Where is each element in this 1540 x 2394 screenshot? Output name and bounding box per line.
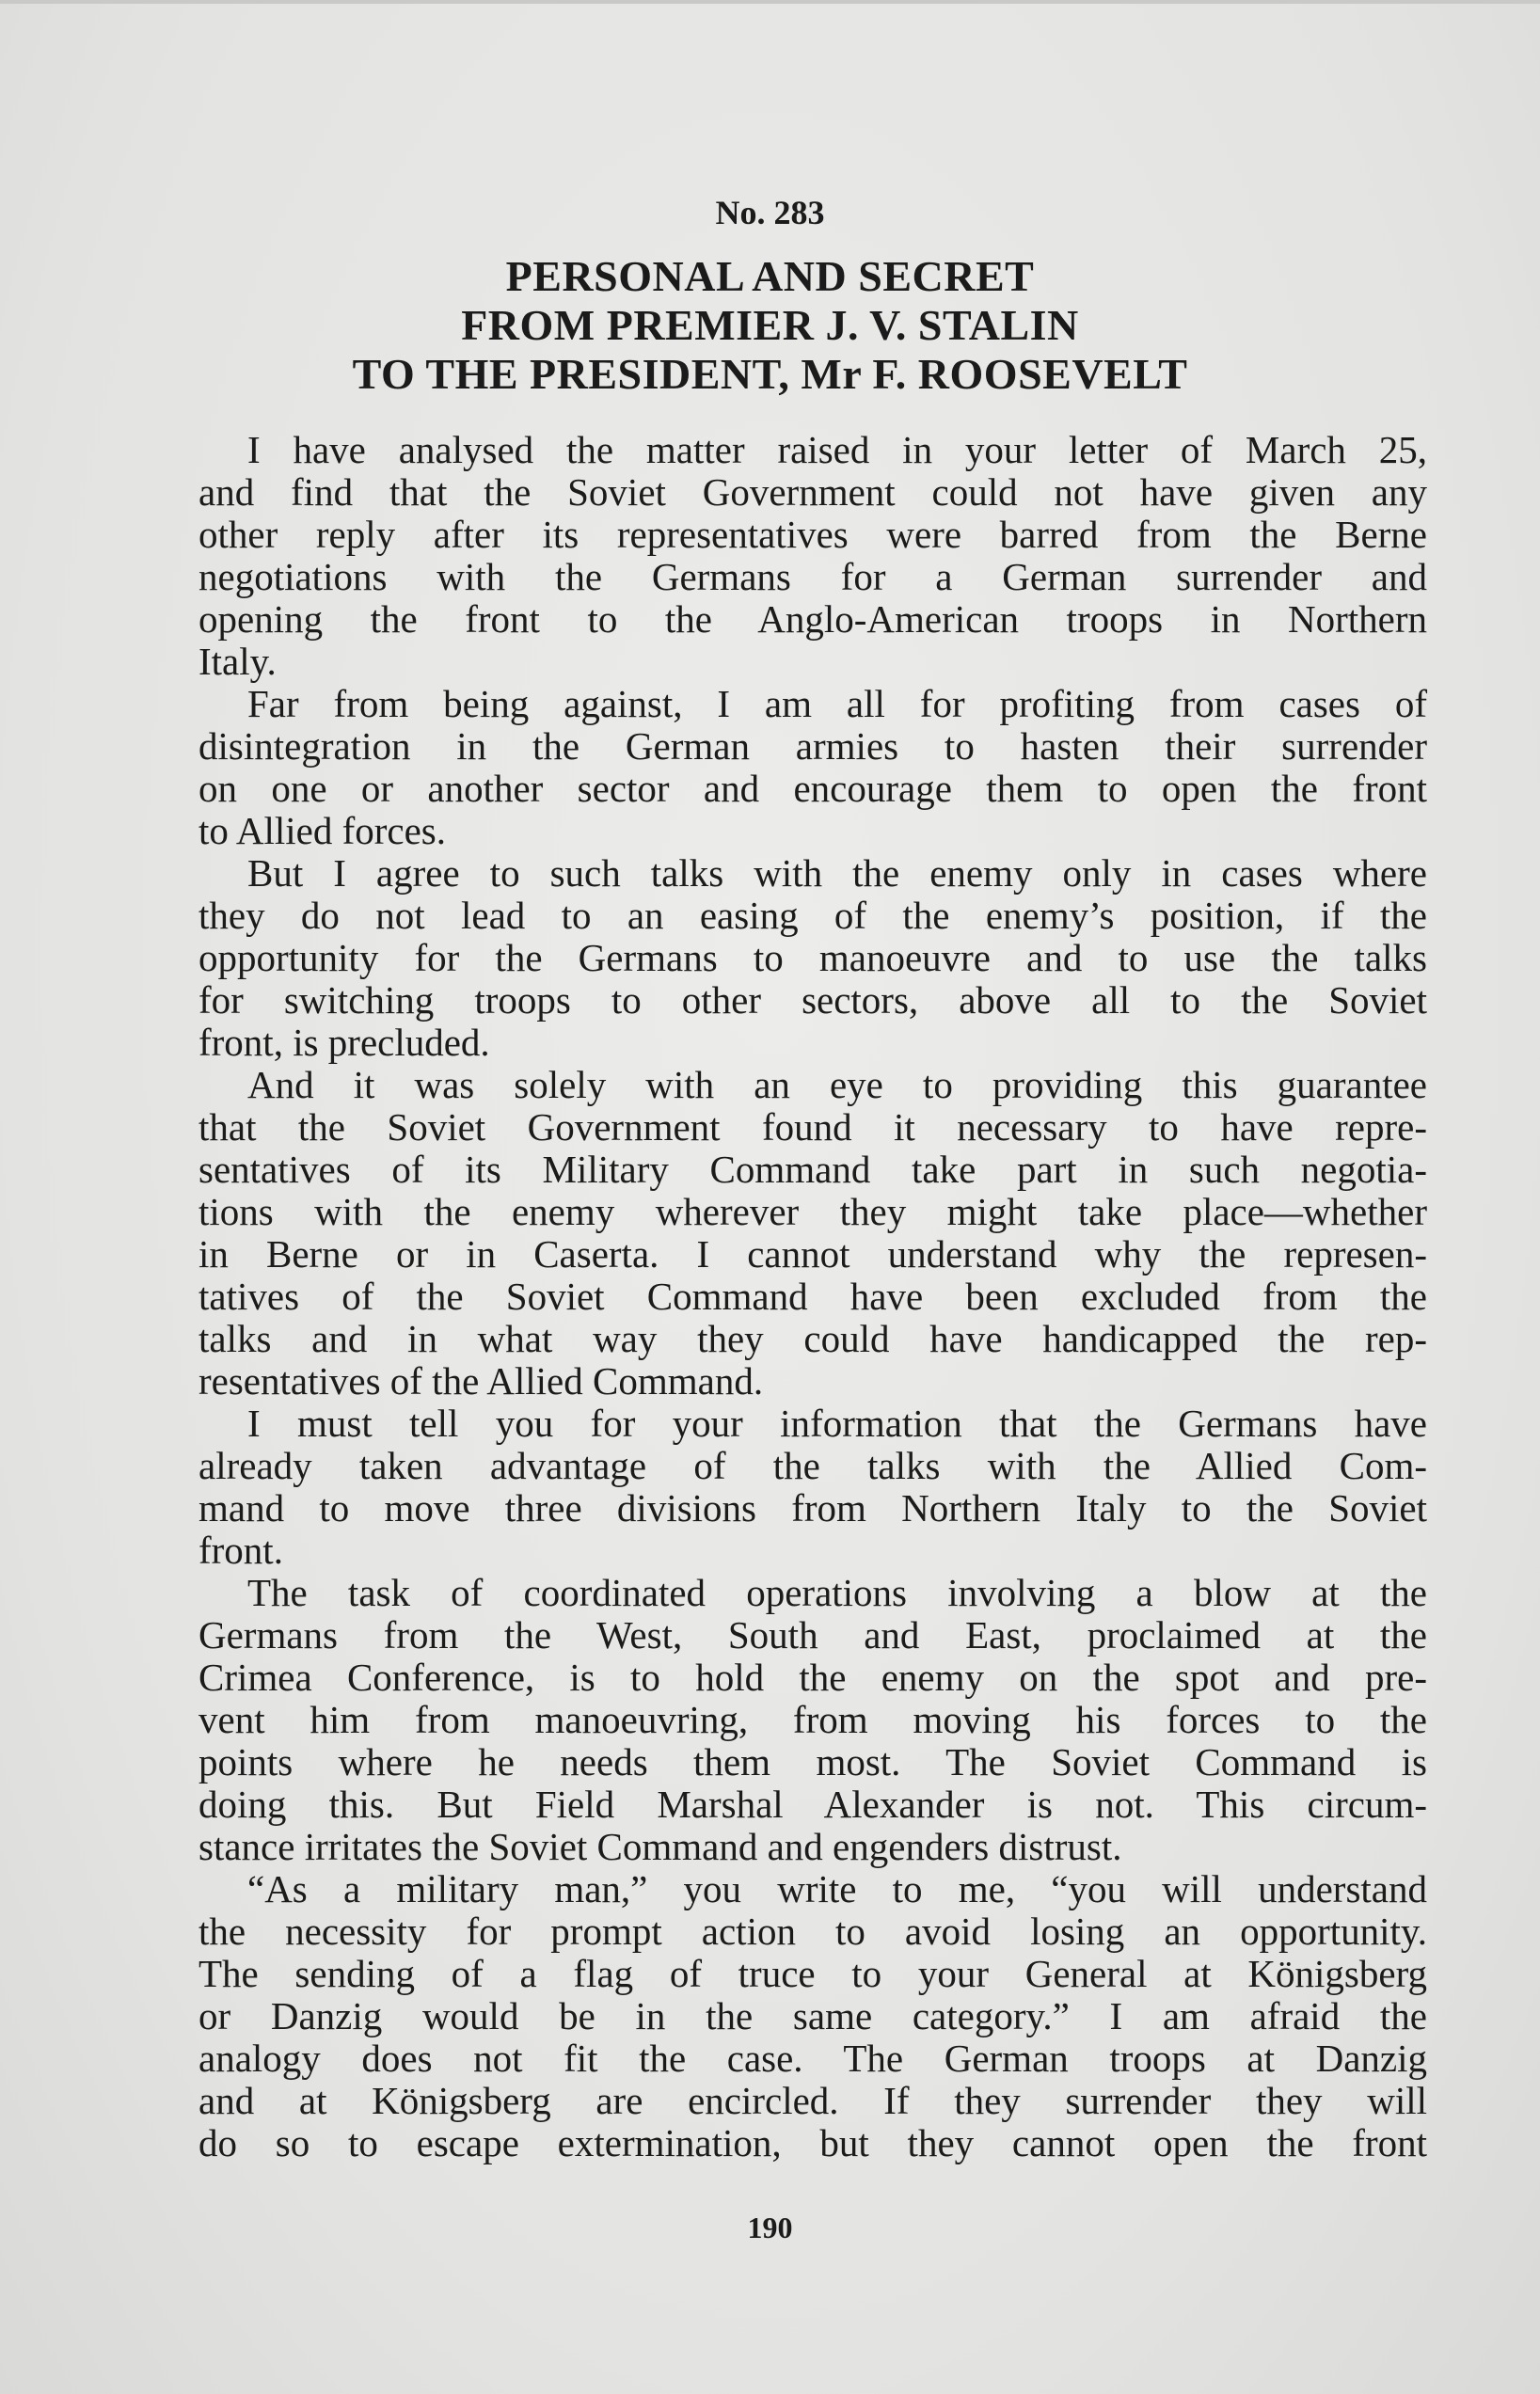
text-line: tatives of the Soviet Command have been excluded from the bbox=[198, 1275, 1427, 1318]
text-line: stance irritates the Soviet Command and engenders distrust. bbox=[198, 1825, 1122, 1868]
text-line: do so to escape extermination, but they cannot open the front bbox=[198, 2121, 1427, 2164]
paragraph bbox=[198, 683, 1427, 852]
text-line: sentatives of its Military Command take part in such negotia- bbox=[198, 1148, 1427, 1191]
paragraph bbox=[198, 1064, 1427, 1403]
title-line: PERSONAL AND SECRET bbox=[505, 252, 1035, 300]
text-line: front. bbox=[198, 1529, 283, 1572]
text-line: analogy does not fit the case. The German troops at Danzig bbox=[198, 2037, 1427, 2080]
title-line: FROM PREMIER J. V. STALIN bbox=[461, 301, 1079, 349]
text-line: But I agree to such talks with the enemy only in cases where bbox=[247, 851, 1427, 895]
paragraph bbox=[198, 429, 1427, 683]
title-line: TO THE PRESIDENT, Mr F. ROOSEVELT bbox=[352, 350, 1188, 398]
text-line: vent him from manoeuvring, from moving his forces to the bbox=[198, 1698, 1427, 1741]
text-line: and at Königsberg are encircled. If they surrender they will bbox=[198, 2079, 1427, 2122]
text-line: talks and in what way they could have handicapped the rep- bbox=[198, 1317, 1427, 1360]
text-line: that the Soviet Government found it necessary to have repre- bbox=[198, 1105, 1427, 1149]
text-line: or Danzig would be in the same category.” I am afraid the bbox=[198, 1994, 1427, 2037]
text-line: negotiations with the Germans for a German surrender and bbox=[198, 555, 1427, 598]
text-line: I have analysed the matter raised in your letter of March 25, bbox=[247, 428, 1427, 471]
text-line: front, is precluded. bbox=[198, 1021, 490, 1064]
text-line: And it was solely with an eye to providing this guarantee bbox=[247, 1063, 1427, 1106]
text-line: doing this. But Field Marshal Alexander is not. This circum- bbox=[198, 1783, 1427, 1826]
text-line: The task of coordinated operations involving a blow at the bbox=[247, 1571, 1427, 1614]
letter-body bbox=[198, 429, 1427, 2164]
text-line: “As a military man,” you write to me, “you will understand bbox=[247, 1867, 1427, 1910]
paragraph bbox=[198, 1572, 1427, 1868]
text-line: and find that the Soviet Government could not have given any bbox=[198, 470, 1427, 514]
text-line: for switching troops to other sectors, above all to the Soviet bbox=[198, 978, 1427, 1022]
text-line: opportunity for the Germans to manoeuvre and to use the talks bbox=[198, 936, 1427, 979]
page-number: 190 bbox=[747, 2211, 793, 2244]
text-line: tions with the enemy wherever they might take place—whether bbox=[198, 1190, 1427, 1233]
text-line: opening the front to the Anglo-American troops in Northern bbox=[198, 597, 1427, 641]
text-line: other reply after its representatives were barred from the Berne bbox=[198, 513, 1427, 556]
text-line: I must tell you for your information that the Germans have bbox=[247, 1402, 1427, 1445]
paragraph bbox=[198, 852, 1427, 1064]
text-line: points where he needs them most. The Soviet Command is bbox=[198, 1740, 1427, 1784]
text-line: resentatives of the Allied Command. bbox=[198, 1359, 764, 1403]
text-line: in Berne or in Caserta. I cannot understand why the represen- bbox=[198, 1232, 1427, 1276]
text-line: already taken advantage of the talks with the Allied Com- bbox=[198, 1444, 1427, 1487]
text-line: on one or another sector and encourage them to open the front bbox=[198, 767, 1427, 810]
text-line: Far from being against, I am all for profiting from cases of bbox=[247, 682, 1427, 725]
text-line: the necessity for prompt action to avoid losing an opportunity. bbox=[198, 1910, 1427, 1953]
page-edge bbox=[0, 0, 1540, 4]
text-line: Crimea Conference, is to hold the enemy on the spot and pre- bbox=[198, 1656, 1427, 1699]
paragraph bbox=[198, 1868, 1427, 2164]
document-title bbox=[0, 252, 1540, 399]
text-line: Germans from the West, South and East, proclaimed at the bbox=[198, 1613, 1427, 1657]
text-line: to Allied forces. bbox=[198, 809, 447, 852]
text-line: The sending of a flag of truce to your General at Königsberg bbox=[198, 1952, 1427, 1995]
text-line: Italy. bbox=[198, 640, 277, 683]
text-line: disintegration in the German armies to hasten their surrender bbox=[198, 724, 1427, 768]
text-line: mand to move three divisions from Northern Italy to the Soviet bbox=[198, 1486, 1427, 1530]
paragraph bbox=[198, 1403, 1427, 1572]
text-line: they do not lead to an easing of the enemy’s position, if the bbox=[198, 894, 1427, 937]
document-number: No. 283 bbox=[715, 194, 825, 231]
